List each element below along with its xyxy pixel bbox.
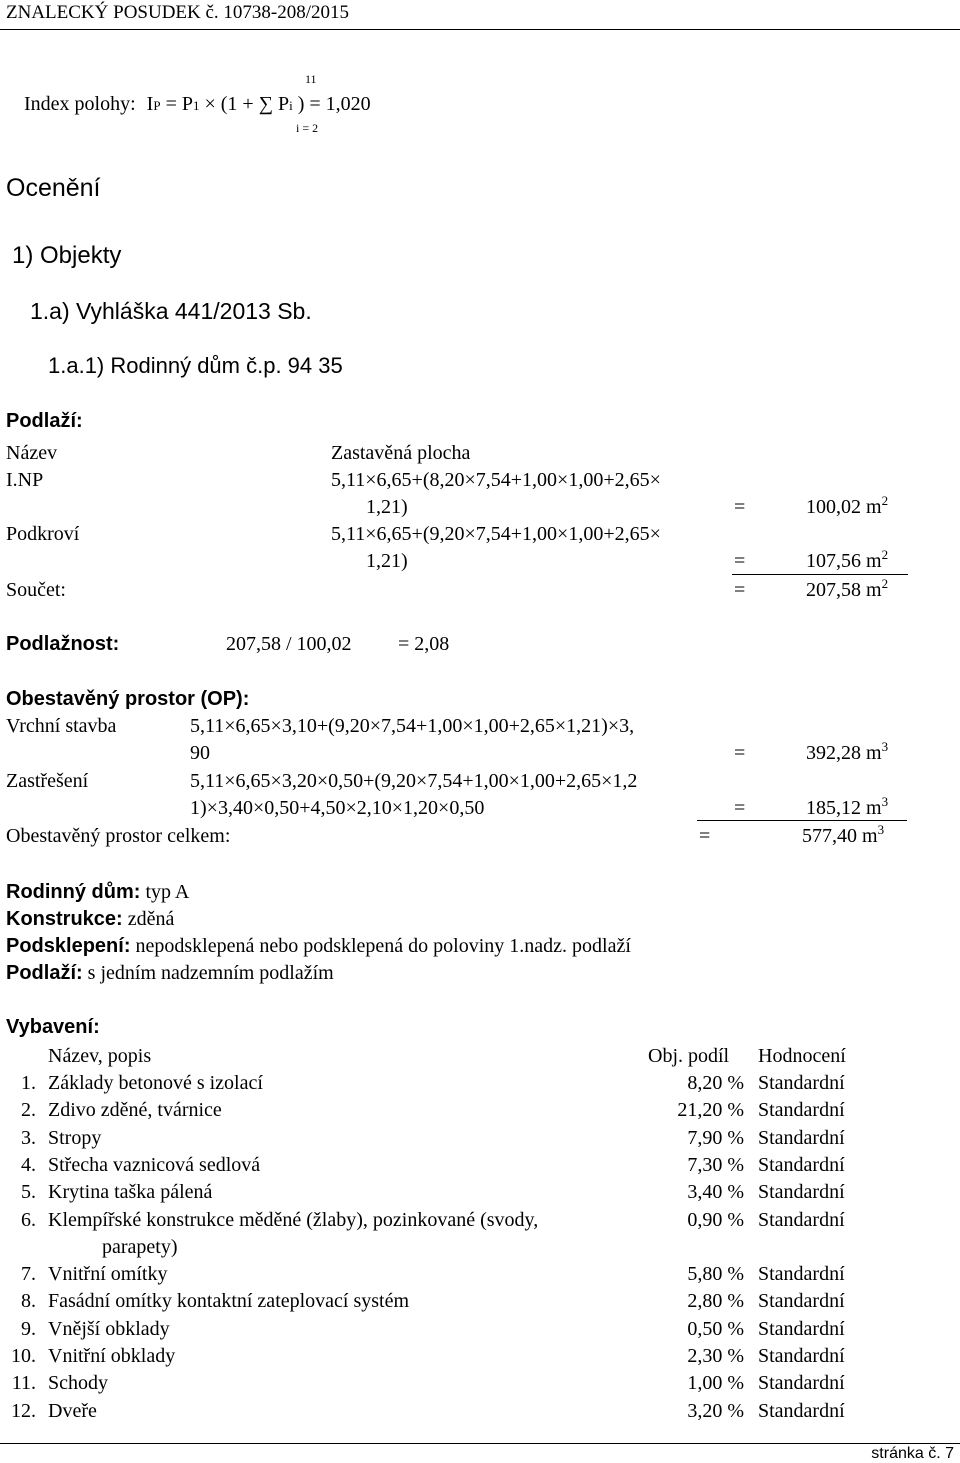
equipment-row-rating: Standardní (758, 1317, 845, 1340)
heading-rodinny-dum: 1.a.1) Rodinný dům č.p. 94 35 (48, 353, 343, 378)
equipment-row-share: 0,50 % (687, 1317, 744, 1340)
op-row-eq: = (734, 742, 746, 764)
podlazi-row-formula-cont: 1,21) (366, 496, 408, 518)
podlazi-col-name: Název (6, 442, 58, 464)
equipment-row-name: Schody (48, 1372, 108, 1395)
sum-lower-limit: i = 2 (296, 121, 319, 135)
equipment-row-name: Klempířské konstrukce měděné (žlaby), pozinkované (svody, (48, 1208, 539, 1231)
equipment-row-rating: Standardní (758, 1345, 845, 1367)
equipment-row-share: 2,80 % (687, 1290, 744, 1313)
equipment-row-name-cont: parapety) (102, 1235, 178, 1258)
index-label: Index polohy: (24, 93, 136, 115)
index-p1: = P1 (165, 93, 200, 115)
prop-podsklepeni: Podsklepení: nepodsklepená nebo podsklepená do poloviny 1.nadz. podlaží (6, 935, 631, 957)
op-row-formula-cont: 1)×3,40×0,50+4,50×2,10×1,20×0,50 (190, 797, 485, 819)
op-total-rule (697, 820, 907, 821)
podlazi-sum-eq: = (734, 579, 746, 601)
index-sum: × (1 + ∑ Pi (204, 93, 293, 115)
equipment-row-number: 3. (21, 1126, 36, 1149)
podlazi-row-eq: = (734, 550, 746, 572)
index-symbol: IP (146, 93, 161, 115)
equipment-row-name: Základy betonové s izolací (48, 1072, 263, 1094)
equipment-row-rating: Standardní (758, 1099, 845, 1122)
equipment-row-number: 12. (11, 1399, 36, 1422)
equipment-row-rating: Standardní (758, 1208, 845, 1231)
podlazi-row-formula: 5,11×6,65+(9,20×7,54+1,00×1,00+2,65× (331, 523, 661, 545)
op-row-value: 392,28 $m^3$ (806, 739, 889, 764)
op-row-formula: 5,11×6,65×3,20×0,50+(9,20×7,54+1,00×1,00+2,65×1,2 (190, 770, 638, 792)
podlazi-row-value: 107,56 $m^2$ (806, 547, 889, 572)
op-total-eq: = (699, 825, 711, 847)
equipment-row-share: 7,90 % (687, 1126, 744, 1149)
equipment-row-share: 1,00 % (687, 1372, 744, 1395)
equipment-row-rating: Standardní (758, 1290, 845, 1313)
podlaznost-result: = 2,08 (398, 633, 450, 655)
equipment-row-share: 7,30 % (687, 1153, 744, 1176)
equipment-row-rating: Standardní (758, 1399, 845, 1422)
sum-rule (732, 574, 908, 575)
footer-rule (0, 1443, 960, 1444)
podlazi-sum-value: 207,58 $m^2$ (806, 576, 889, 601)
equipment-row-number: 7. (21, 1263, 36, 1286)
equipment-row-number: 11. (11, 1372, 36, 1395)
equipment-row-number: 5. (21, 1181, 36, 1204)
equipment-row-share: 21,20 % (677, 1099, 744, 1122)
equipment-row-share: 3,20 % (687, 1399, 744, 1422)
op-total-value: 577,40 $m^3$ (802, 822, 885, 847)
podlazi-row-name: Podkroví (6, 523, 80, 545)
podlaznost-formula: 207,58 / 100,02 (226, 633, 352, 655)
equipment-row-number: 2. (21, 1099, 36, 1122)
equipment-row-name: Vnitřní omítky (48, 1263, 168, 1286)
equipment-row-rating: Standardní (758, 1263, 845, 1286)
op-row-name: Vrchní stavba (6, 715, 117, 737)
podlaznost-label: Podlažnost: (6, 633, 120, 655)
podlazi-col-area: Zastavěná plocha (331, 442, 471, 464)
prop-podlazi: Podlaží: s jedním nadzemním podlažím (6, 962, 334, 984)
equipment-row-name: Střecha vaznicová sedlová (48, 1153, 261, 1176)
document-header-title: ZNALECKÝ POSUDEK č. 10738-208/2015 (6, 2, 350, 23)
equipment-row-name: Vnitřní obklady (48, 1345, 176, 1367)
podlazi-heading: Podlaží: (6, 410, 83, 432)
equipment-row-share: 8,20 % (687, 1072, 744, 1094)
equipment-row-number: 10. (11, 1345, 36, 1367)
podlazi-row-eq: = (734, 496, 746, 518)
op-total-label: Obestavěný prostor celkem: (6, 825, 231, 847)
sum-upper-limit: 11 (305, 72, 317, 86)
equipment-row-name: Fasádní omítky kontaktní zateplovací systém (48, 1290, 410, 1313)
equipment-row-share: 3,40 % (687, 1181, 744, 1204)
equipment-row-share: 5,80 % (687, 1263, 744, 1286)
equipment-row-rating: Standardní (758, 1181, 845, 1204)
equipment-row-number: 6. (21, 1208, 36, 1231)
podlazi-sum-label: Součet: (6, 579, 66, 601)
equipment-row-rating: Standardní (758, 1372, 845, 1395)
heading-oceneni: Ocenění (6, 174, 101, 202)
op-row-eq: = (734, 797, 746, 819)
vybaveni-heading: Vybavení: (6, 1016, 100, 1038)
equipment-row-name: Dveře (48, 1399, 97, 1422)
vybaveni-col-rating: Hodnocení (758, 1045, 846, 1067)
equipment-row-number: 4. (21, 1153, 36, 1176)
op-heading: Obestavěný prostor (OP): (6, 688, 250, 710)
equipment-row-share: 0,90 % (687, 1208, 744, 1231)
op-row-value: 185,12 $m^3$ (806, 794, 889, 819)
vybaveni-col-name: Název, popis (48, 1045, 152, 1067)
equipment-row-rating: Standardní (758, 1153, 845, 1176)
equipment-row-name: Zdivo zděné, tvárnice (48, 1099, 222, 1122)
heading-objekty: 1) Objekty (12, 242, 122, 269)
index-result: ) = 1,020 (297, 93, 371, 115)
equipment-row-rating: Standardní (758, 1072, 845, 1094)
prop-rodinny-dum: Rodinný dům: typ A (6, 881, 190, 903)
podlazi-row-formula: 5,11×6,65+(8,20×7,54+1,00×1,00+2,65× (331, 469, 661, 491)
index-polohy-formula (24, 94, 371, 114)
equipment-row-number: 1. (21, 1072, 36, 1094)
equipment-row-number: 8. (21, 1290, 36, 1313)
page-number: stránka č. 7 (871, 1445, 954, 1462)
podlazi-row-name: I.NP (6, 469, 44, 491)
equipment-row-number: 9. (21, 1317, 36, 1340)
podlazi-row-value: 100,02 $m^2$ (806, 493, 889, 518)
equipment-row-name: Stropy (48, 1126, 102, 1149)
vybaveni-col-share: Obj. podíl (648, 1045, 730, 1067)
equipment-row-rating: Standardní (758, 1126, 845, 1149)
podlazi-row-formula-cont: 1,21) (366, 550, 408, 572)
op-row-formula: 5,11×6,65×3,10+(9,20×7,54+1,00×1,00+2,65×1,21)×3, (190, 715, 635, 737)
heading-vyhlaska: 1.a) Vyhláška 441/2013 Sb. (30, 298, 312, 324)
equipment-row-share: 2,30 % (687, 1345, 744, 1367)
op-row-formula-cont: 90 (190, 742, 210, 764)
equipment-row-name: Vnější obklady (48, 1317, 170, 1340)
header-rule (0, 29, 960, 30)
prop-konstrukce: Konstrukce: zděná (6, 908, 175, 930)
equipment-row-name: Krytina taška pálená (48, 1181, 213, 1204)
op-row-name: Zastřešení (6, 770, 89, 792)
